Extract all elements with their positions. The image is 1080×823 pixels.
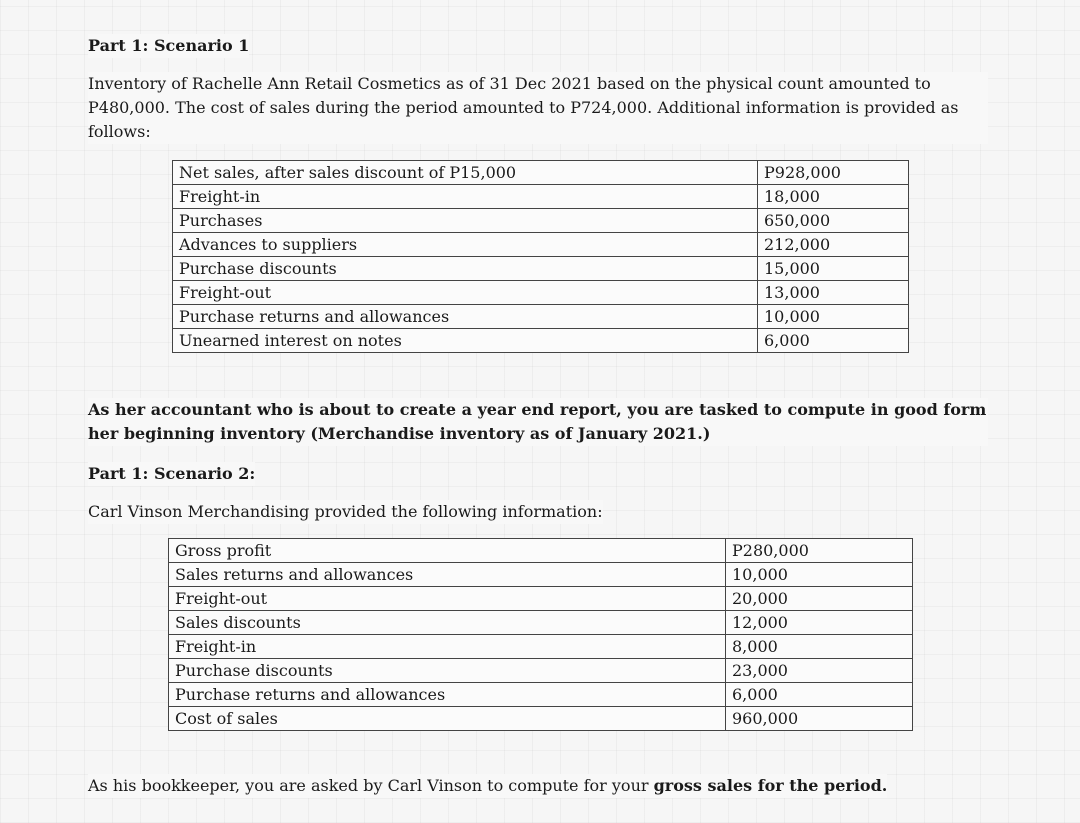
row-amount: P280,000	[726, 539, 913, 563]
row-label: Gross profit	[169, 539, 726, 563]
row-label: Freight-in	[173, 185, 758, 209]
table-row	[173, 281, 909, 305]
row-amount: 8,000	[726, 635, 913, 659]
row-label: Advances to suppliers	[173, 233, 758, 257]
row-label: Sales discounts	[169, 611, 726, 635]
row-label: Purchase returns and allowances	[173, 305, 758, 329]
row-label: Cost of sales	[169, 707, 726, 731]
row-amount: 960,000	[726, 707, 913, 731]
table-row	[169, 707, 913, 731]
table-row	[173, 233, 909, 257]
table-row	[169, 683, 913, 707]
scenario2-heading: Part 1: Scenario 2:	[88, 462, 255, 486]
table-row	[169, 563, 913, 587]
row-amount: 6,000	[758, 329, 909, 353]
row-label: Purchase returns and allowances	[169, 683, 726, 707]
row-amount: 12,000	[726, 611, 913, 635]
row-amount: 18,000	[758, 185, 909, 209]
scenario1-task: As her accountant who is about to create a year end report, you are tasked to compute in good form her beginning inventory (Merchandise inventory as of January 2021.)	[88, 398, 988, 446]
table-row	[173, 185, 909, 209]
row-label: Purchases	[173, 209, 758, 233]
scenario1-table	[172, 160, 909, 353]
row-amount: 650,000	[758, 209, 909, 233]
row-label: Sales returns and allowances	[169, 563, 726, 587]
row-amount: 23,000	[726, 659, 913, 683]
scenario2-task-prefix: As his bookkeeper, you are asked by Carl Vinson to compute for your	[88, 776, 654, 795]
scenario2-task-emphasis: gross sales for the period.	[653, 776, 888, 795]
row-label: Purchase discounts	[169, 659, 726, 683]
row-label: Freight-out	[169, 587, 726, 611]
scenario2-intro: Carl Vinson Merchandising provided the following information:	[88, 500, 603, 524]
row-amount: 212,000	[758, 233, 909, 257]
scenario1-intro: Inventory of Rachelle Ann Retail Cosmetics as of 31 Dec 2021 based on the physical count amounted to P480,000. The cost of sales during the period amounted to P724,000. Additional information is provided as follows:	[88, 72, 988, 144]
table-row	[173, 209, 909, 233]
table-row	[169, 659, 913, 683]
row-amount: 10,000	[726, 563, 913, 587]
table-row	[169, 611, 913, 635]
row-label: Freight-out	[173, 281, 758, 305]
row-amount: 6,000	[726, 683, 913, 707]
table-row	[173, 257, 909, 281]
table-row	[173, 305, 909, 329]
row-label: Unearned interest on notes	[173, 329, 758, 353]
row-label: Purchase discounts	[173, 257, 758, 281]
row-amount: 10,000	[758, 305, 909, 329]
table-row	[169, 635, 913, 659]
table-row	[173, 329, 909, 353]
row-amount: P928,000	[758, 161, 909, 185]
row-amount: 20,000	[726, 587, 913, 611]
scenario2-task	[88, 774, 887, 798]
row-amount: 13,000	[758, 281, 909, 305]
table-row	[169, 539, 913, 563]
row-label: Freight-in	[169, 635, 726, 659]
table-row	[173, 161, 909, 185]
row-amount: 15,000	[758, 257, 909, 281]
row-label: Net sales, after sales discount of P15,000	[173, 161, 758, 185]
table-row	[169, 587, 913, 611]
scenario1-heading: Part 1: Scenario 1	[88, 34, 249, 58]
scenario2-table	[168, 538, 913, 731]
